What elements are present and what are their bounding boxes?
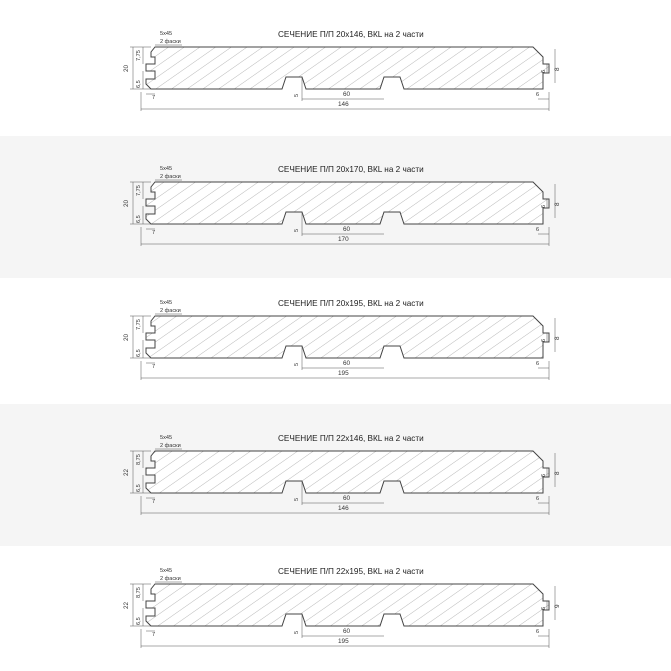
width-label: 195 xyxy=(338,370,349,377)
board-profile-outline xyxy=(146,182,549,224)
slot-depth-label: 5 xyxy=(294,228,300,232)
total-height-label: 20 xyxy=(123,333,130,341)
board-profile-outline xyxy=(146,584,549,626)
slot-spacing-label: 60 xyxy=(343,91,351,98)
top-part-label: 7,75 xyxy=(136,319,142,330)
tongue-mid-label: 6 xyxy=(541,69,547,73)
right-offset-label: 6 xyxy=(536,361,540,367)
chamfer-label: 5х45 xyxy=(160,166,173,172)
chamfer-note: 2 фаски xyxy=(160,308,181,314)
chamfer-note: 2 фаски xyxy=(160,576,181,582)
groove-bottom-label: 7 xyxy=(152,364,156,370)
chamfer-label: 5х45 xyxy=(160,568,173,574)
bottom-part-label: 6,5 xyxy=(136,215,142,223)
chamfer-label: 5х45 xyxy=(160,435,173,441)
top-part-label: 7,75 xyxy=(136,185,142,196)
slot-spacing-label: 60 xyxy=(343,226,351,233)
section-title: СЕЧЕНИЕ П/П 20х170, ВКL на 2 части xyxy=(278,165,424,174)
total-height-label: 22 xyxy=(123,468,130,476)
tongue-height-label: 8 xyxy=(554,471,561,475)
right-offset-label: 6 xyxy=(536,227,540,233)
total-height-label: 20 xyxy=(123,64,130,72)
tongue-height-label: 9 xyxy=(554,604,561,608)
chamfer-label: 5х45 xyxy=(160,31,173,37)
board-profile-outline xyxy=(146,47,549,89)
section-3 xyxy=(123,299,561,380)
tongue-mid-label: 6 xyxy=(541,606,547,610)
tongue-height-label: 8 xyxy=(554,202,561,206)
chamfer-note: 2 фаски xyxy=(160,174,181,180)
groove-bottom-label: 7 xyxy=(152,499,156,505)
section-1 xyxy=(123,30,561,111)
bottom-part-label: 6,5 xyxy=(136,617,142,625)
board-profile-outline xyxy=(146,451,549,493)
tongue-mid-label: 6 xyxy=(541,204,547,208)
width-label: 195 xyxy=(338,638,349,645)
tongue-height-label: 8 xyxy=(554,67,561,71)
section-4 xyxy=(123,434,561,515)
top-part-label: 8,75 xyxy=(136,587,142,598)
total-height-label: 20 xyxy=(123,199,130,207)
slot-depth-label: 5 xyxy=(294,93,300,97)
bottom-part-label: 6,5 xyxy=(136,80,142,88)
tongue-mid-label: 6 xyxy=(541,338,547,342)
slot-depth-label: 5 xyxy=(294,630,300,634)
total-height-label: 22 xyxy=(123,601,130,609)
slot-spacing-label: 60 xyxy=(343,360,351,367)
chamfer-label: 5х45 xyxy=(160,300,173,306)
right-offset-label: 6 xyxy=(536,629,540,635)
chamfer-note: 2 фаски xyxy=(160,39,181,45)
width-label: 146 xyxy=(338,101,349,108)
tongue-height-label: 8 xyxy=(554,336,561,340)
top-part-label: 8,75 xyxy=(136,454,142,465)
slot-depth-label: 5 xyxy=(294,362,300,366)
section-title: СЕЧЕНИЕ П/П 20х195, ВКL на 2 части xyxy=(278,299,424,308)
groove-bottom-label: 7 xyxy=(152,632,156,638)
section-title: СЕЧЕНИЕ П/П 22х146, ВКL на 2 части xyxy=(278,434,424,443)
slot-spacing-label: 60 xyxy=(343,628,351,635)
width-label: 170 xyxy=(338,236,349,243)
width-label: 146 xyxy=(338,505,349,512)
section-2 xyxy=(123,165,561,246)
section-title: СЕЧЕНИЕ П/П 22х195, ВКL на 2 части xyxy=(278,567,424,576)
top-part-label: 7,75 xyxy=(136,50,142,61)
groove-bottom-label: 7 xyxy=(152,230,156,236)
section-5 xyxy=(123,567,561,648)
chamfer-note: 2 фаски xyxy=(160,443,181,449)
right-offset-label: 6 xyxy=(536,496,540,502)
bottom-part-label: 6,5 xyxy=(136,349,142,357)
bottom-part-label: 6,5 xyxy=(136,484,142,492)
right-offset-label: 6 xyxy=(536,92,540,98)
board-profile-outline xyxy=(146,316,549,358)
tongue-mid-label: 6 xyxy=(541,473,547,477)
slot-depth-label: 5 xyxy=(294,497,300,501)
groove-bottom-label: 7 xyxy=(152,95,156,101)
section-title: СЕЧЕНИЕ П/П 20х146, ВКL на 2 части xyxy=(278,30,424,39)
slot-spacing-label: 60 xyxy=(343,495,351,502)
